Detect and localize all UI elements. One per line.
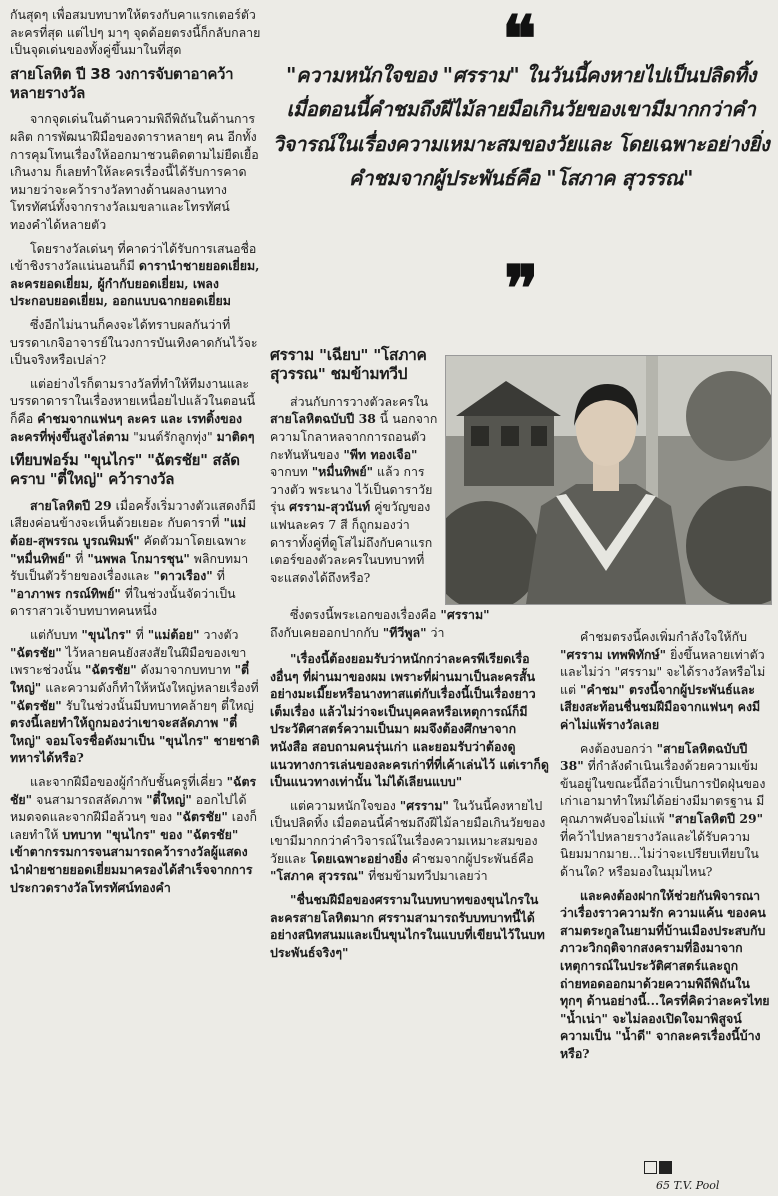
paragraph: แต่อย่างไรก็ตามรางวัลที่ทำให้ทีมงานและบรรดาดาราในเรื่องหายเหนื่อยไปแล้วในตอนนี้ก็คือ คำชมจากแฟนๆ ละคร และ เรทติ้งของละครที่พุ่งขึ้นสูงไล่ตาม "มนต์รักลูกทุ่ง" มาติดๆ bbox=[10, 375, 256, 444]
center-column bbox=[270, 650, 550, 967]
paragraph: และจากฝีมือของผู้กำกับชั้นครูที่เคี่ยว "ฉัตรชัย" จนสามารถสลัดภาพ "ตี๋ใหญ่" ออกไปได้หมดจดและจากฝีมือล้วนๆ ของ "ฉัตรชัย" เองก็เลยทำให้ บทบาท "ขุนไกร" ของ "ฉัตรชัย" เข้าตากรรมการจนสามารถคว้ารางวัลผู้แสดงนำฝ่ายชายยอดเยี่ยมมาครองได้สำเร็จจากการประกวดรางวัลโทรทัศน์ทองคำ bbox=[10, 773, 257, 895]
pull-quote-text: "ความหนักใจของ "ศรราม" ในวันนี้คงหายไปเป็นปลิดทิ้ง เมื่อตอนนี้คำชมถึงฝีไม้ลายมือเกินวัยของเขามีมากกว่าคำวิจารณ์ในเรื่องความเหมาะสมของวัยและ โดยเฉพาะอย่างยิ่งคำชมจากผู้ประพันธ์คือ "โสภาค สุวรรณ" bbox=[272, 63, 770, 191]
paragraph: โดยรางวัลเด่นๆ ที่คาดว่าได้รับการเสนอชื่อเข้าชิงรางวัลแน่นอนก็มี ดารานำชายยอดเยี่ยม, ละครยอดเยี่ยม, ผู้กำกับยอดเยี่ยม, เพลงประกอบยอดเยี่ยม, ออกแบบฉากยอดเยี่ยม bbox=[10, 240, 260, 309]
paragraph: คำชมตรงนี้คงเพิ่มกำลังใจให้กับ "ศรราม เทพพิทักษ์" ยิ่งขึ้นหลายเท่าตัวและไม่ว่า "ศรราม" จะได้รางวัลหรือไม่ แต่ "คำชม" ตรงนี้จากผู้ประพันธ์และเสียงสะท้อนชื่นชมฝีมือจากแฟนๆ คงมีค่าไม่แพ้รางวัลเลย bbox=[560, 629, 766, 733]
center-column-intro bbox=[270, 606, 550, 647]
actor-photo bbox=[445, 355, 772, 605]
paragraph: กันสุดๆ เพื่อสมบทบาทให้ตรงกับคาแรกเตอร์ตัวละครที่สุด แต่ไปๆ มาๆ จุดด้อยตรงนี้ก็กลับกลายเป็นจุดเด่นของทั้งคู่ขึ้นมาในที่สุด bbox=[10, 7, 261, 58]
paragraph: ส่วนกับการวางตัวละครใน สายโลหิตฉบับปี 38 นี้ นอกจากความโกลาหลจากการถอนตัวกะทันหันของ "พีท ทองเจือ" จากบท "หมื่นทิพย์" แล้ว การวางตัว พระนาง ไว้เป็นดาราวัยรุ่น ศรราม-สุวนันท์ คู่ขวัญของแฟนละคร 7 สี ก็ถูกมองว่าดาราทั้งคู่ที่ดูโสไม่ถึงกับคาแรกเตอร์ของตัวละครในบทบาทที่จะแสดงได้ถึงหรือ? bbox=[270, 393, 438, 585]
close-quote-icon: ❞ bbox=[504, 252, 539, 327]
paragraph: ซึ่งตรงนี้พระเอกของเรื่องคือ "ศรราม" ถึงกับเคยออกปากกับ "ทีวีพูล" ว่า bbox=[270, 607, 490, 640]
pull-quote bbox=[272, 0, 770, 340]
paragraph: และคงต้องฝากให้ช่วยกันพิจารณาว่าเรื่องราวความรัก ความแค้น ของคนสามตระกูลในยามที่บ้านเมืองประสบกับภาวะวิกฤติจากสงครามที่อิงมาจากเหตุการณ์ในประวัติศาสตร์และถูกถ่ายทอดออกมาด้วยความพิถีพิถันในทุกๆ ด้านอย่างนี้...ใครที่คิดว่าละครไทย "น้ำเน่า" จะไม่ลองเปิดใจมาพิสูจน์ความเป็น "น้ำดี" จากละครเรื่องนี้บ้างหรือ? bbox=[560, 887, 770, 1062]
subheading: สายโลหิต ปี 38 วงการจับตาอาคว้าหลายรางวัล bbox=[10, 64, 234, 102]
paragraph: "ชื่นชมฝีมือของศรรามในบทบาทของขุนไกรในละครสายโลหิตมาก ศรรามสามารถรับบทบาทนี้ได้อย่างสนิทสนมและเป็นขุนไกรในแบบที่เขียนไว้ในบทประพันธ์จริงๆ" bbox=[270, 891, 545, 960]
open-quote-icon: ❝ bbox=[502, 2, 537, 77]
paragraph: สายโลหิตปี 29 เมื่อครั้งเริ่มวางตัวแสดงก็มีเสียงค่อนข้างจะเห็นด้วยเยอะ กับดาราที่ "แม่ต้อย-สุพรรณ บูรณพิมพ์" คัดตัวมาโดยเฉพาะ "หมื่นทิพย์" ที่ "นพพล โกมารชุน" พลิกบทมารับเป็นตัวร้ายของเรื่องและ "ดาวเรือง" ที่ "อาภาพร กรณ์ทิพย์" ที่ในช่วงนั้นจัดว่าเป็นดาราสาวเจ้าบทบาทคนหนึ่ง bbox=[10, 497, 256, 619]
paragraph: คงต้องบอกว่า "สายโลหิตฉบับปี 38" ที่กำลังดำเนินเรื่องด้วยความเข้มข้นอยู่ในขณะนี้ถือว่าเป็นการปัดฝุ่นของเก่าเอามาทำใหม่ได้อย่างมีมาตรฐาน มีคุณภาพคับจอไม่แพ้ "สายโลหิตปี 29" ที่คว้าไปหลายรางวัลและได้รับความนิยมมากมาย...ไม่ว่าจะเปรียบเทียบในด้านใด? หรือมองในมุมไหน? bbox=[560, 740, 766, 879]
end-mark-icon bbox=[644, 1158, 674, 1176]
paragraph: จากจุดเด่นในด้านความพิถีพิถันในด้านการผลิต การพัฒนาฝีมือของดาราหลายๆ คน อีกทั้งการคุมโทนเรื่องให้ออกมาชวนติดตามไม่ยืดเยื้อเกินงาม ก็เลยทำให้ละครเรื่องนี้ได้รับการคาดหมายว่าจะคว้ารางวัลทางด้านผลงานทางโทรทัศน์ทั้งจากรางวัลเมขลาและโทรทัศน์ทองคำได้หลายตัว bbox=[10, 111, 259, 232]
paragraph: แต่กับบท "ขุนไกร" ที่ "แม่ต้อย" วางตัว "ฉัตรชัย" ไว้หลายคนยังสงสัยในฝีมือของเขาเพราะช่วงนั้น "ฉัตรชัย" ดังมาจากบทบาท "ตี๋ใหญ่" และความดังก็ทำให้หนังใหญ่หลายเรื่องที่ "ฉัตรชัย" รับในช่วงนั้นมีบทบาทคล้ายๆ ตี๋ใหญ่ ตรงนี้เลยทำให้ถูกมองว่าเขาจะสลัดภาพ "ตี๋ใหญ่" จอมโจรชื่อดังมาเป็น "ขุนไกร" ชายชาติทหารได้หรือ? bbox=[10, 627, 260, 766]
left-column bbox=[10, 6, 262, 902]
subheading: เทียบฟอร์ม "ขุนไกร" "ฉัตรชัย" สลัดคราบ "ตี๋ใหญ่" คว้ารางวัล bbox=[10, 451, 240, 489]
subheading: ศรราม "เฉียบ" "โสภาค สุวรรณ" ชมข้ามทวีป bbox=[270, 346, 427, 384]
paragraph: "เรื่องนี้ต้องยอมรับว่าหนักกว่าละครพีเรียดเรื่องอื่นๆ ที่ผ่านมาของผม เพราะที่ผ่านมาเป็นละครสั้นอย่างมะเมี๊ยะหรือนางทาสแต่กับเรื่องนี้เป็นเรื่องยาวเต็มเรื่อง แล้วไม่ว่าจะเป็นบุคคลหรือเหตุการณ์ก็มีประวัติศาสตร์ความเป็นมา ผมจึงต้องศึกษาจากหนังสือ สอบถามคนรุ่นเก่า และยอมรับว่าต้องดูแนวทางการเล่นของละครเก่าที่ที่เค้าเล่นไว้ แต่เราก็ดูเป็นแนวทางเท่านั้น ไม่ได้เลียนแบบ" bbox=[270, 651, 549, 790]
right-column bbox=[560, 628, 770, 1069]
mid-column bbox=[270, 346, 438, 592]
paragraph: ซึ่งอีกไม่นานก็คงจะได้ทราบผลกันว่าที่บรรดาเกจิอาจารย์ในวงการบันเทิงคาดกันไว้จะเป็นจริงหรือเปล่า? bbox=[10, 317, 258, 368]
paragraph: แต่ความหนักใจของ "ศรราม" ในวันนี้คงหายไปเป็นปลิดทิ้ง เมื่อตอนนี้คำชมถึงฝีไม้ลายมือเกินวัยของเขามีมากกว่าคำวิจารณ์ในเรื่องความเหมาะสมของวัยและ โดยเฉพาะอย่างยิ่ง คำชมจากผู้ประพันธ์คือ "โสภาค สุวรรณ" ที่ชมข้ามทวีปมาเลยว่า bbox=[270, 797, 546, 884]
page-footer: 65 T.V. Pool bbox=[656, 1179, 720, 1192]
